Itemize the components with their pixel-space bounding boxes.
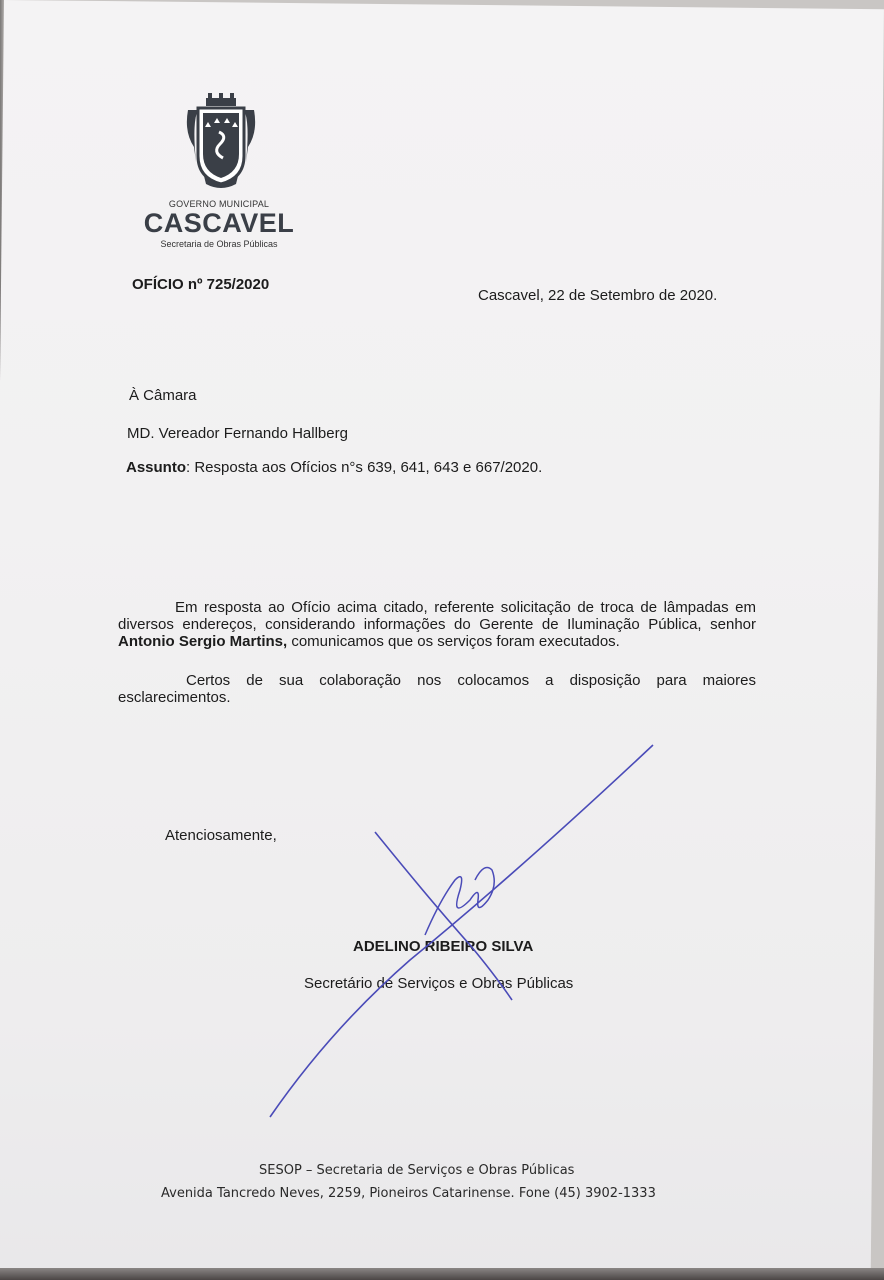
- department-name: Secretaria de Obras Públicas: [160, 239, 278, 249]
- office-number: OFÍCIO nº 725/2020: [132, 276, 270, 293]
- government-label: GOVERNO MUNICIPAL: [168, 199, 270, 209]
- salutation: Atenciosamente,: [165, 827, 277, 844]
- subject-text: : Resposta aos Ofícios n°s 639, 641, 643 e 667/2020.: [186, 459, 543, 476]
- footer-department: SESOP – Secretaria de Serviços e Obras Públicas: [259, 1163, 575, 1178]
- recipient-to: À Câmara: [129, 387, 197, 404]
- cascavel-logo: [140, 92, 300, 252]
- manager-name: Antonio Sergio Martins,: [118, 633, 288, 650]
- recipient-name: MD. Vereador Fernando Hallberg: [127, 425, 348, 442]
- signer-title: Secretário de Serviços e Obras Públicas: [304, 975, 574, 992]
- p1-start: Em resposta ao Ofício acima citado, referente solicitação de troca de lâmpadas em diversos endereços, considerando informações do Gerente de Iluminação Pública, senhor: [118, 599, 756, 633]
- subject-label: Assunto: [126, 459, 186, 476]
- signer-name: ADELINO RIBEIRO SILVA: [353, 938, 534, 955]
- p1-end: comunicamos que os serviços foram executados.: [287, 633, 620, 650]
- city-name: CASCAVEL: [143, 208, 295, 238]
- desk-background: [0, 1268, 884, 1280]
- footer-address: Avenida Tancredo Neves, 2259, Pioneiros Catarinense. Fone (45) 3902-1333: [161, 1186, 656, 1201]
- city-coat-of-arms-icon: [182, 92, 260, 192]
- body-paragraph-2: Certos de sua colaboração nos colocamos a disposição para maiores esclarecimentos.: [118, 672, 756, 706]
- body-paragraph-1: [118, 599, 756, 650]
- place-date: Cascavel, 22 de Setembro de 2020.: [478, 287, 718, 304]
- subject-line: [126, 459, 542, 476]
